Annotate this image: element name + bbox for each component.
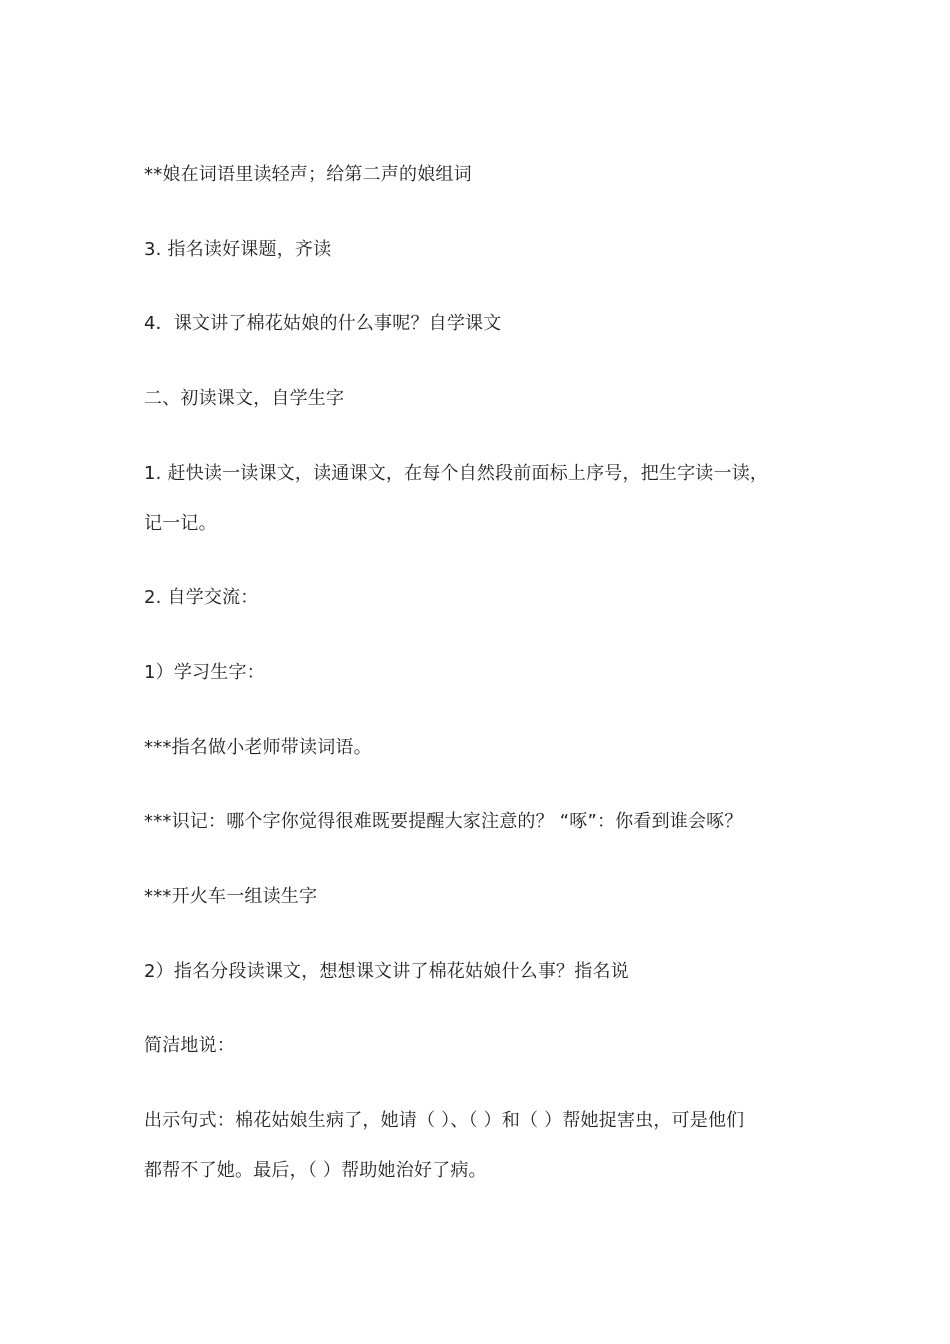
text-line-11: ***开火车一组读生字	[144, 886, 318, 907]
section-heading: 二、初读课文，自学生字	[144, 388, 345, 409]
text-line-8: 1）学习生字：	[144, 662, 265, 683]
text-line-2: 3. 指名读好课题，齐读	[144, 239, 332, 260]
text-line-14: 出示句式：棉花姑娘生病了，她请（ ）、（ ）和（ ）帮她捉害虫，可是他们	[144, 1110, 745, 1131]
text-line-5: 1. 赶快读一读课文，读通课文，在每个自然段前面标上序号，把生字读一读，	[144, 463, 769, 484]
text-line-1: **娘在词语里读轻声；给第二声的娘组词	[144, 164, 472, 185]
text-line-15: 都帮不了她。最后，（ ）帮助她治好了病。	[144, 1160, 487, 1181]
text-line-12: 2）指名分段读课文，想想课文讲了棉花姑娘什么事？指名说	[144, 961, 629, 982]
text-line-13: 简洁地说：	[144, 1035, 235, 1056]
text-line-7: 2. 自学交流：	[144, 587, 259, 608]
text-line-10: ***识记：哪个字你觉得很难既要提醒大家注意的？ “啄”：你看到谁会啄？	[144, 811, 743, 832]
text-line-6: 记一记。	[144, 513, 217, 534]
text-line-9: ***指名做小老师带读词语。	[144, 737, 372, 758]
text-line-3: 4．课文讲了棉花姑娘的什么事呢？自学课文	[144, 313, 502, 334]
